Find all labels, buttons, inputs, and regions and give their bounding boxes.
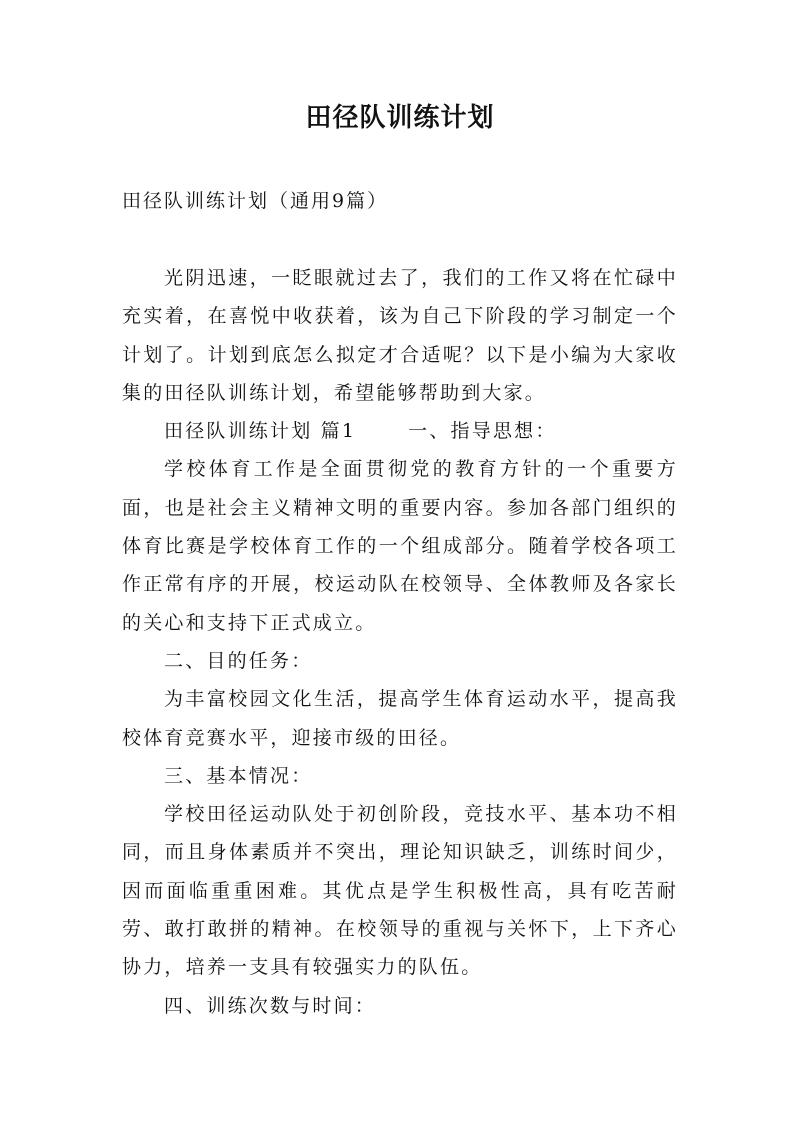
document-subtitle: 田径队训练计划（通用9篇） [122,190,389,212]
section2-heading: 二、目的任务： [164,649,313,672]
intro-paragraph: 光阴迅速，一眨眼就过去了，我们的工作又将在忙碌中充实着，在喜悦中收获着，该为自己下阶段的学习制定一个计划了。计划到底怎么拟定才合适呢？以下是小编为大家收集的田径队训练计划，希望能够帮助到大家。 [122,267,678,404]
document-body [122,259,678,1025]
section1-paragraph: 学校体育工作是全面贯彻党的教育方针的一个重要方面，也是社会主义精神文明的重要内容。参加各部门组织的体育比赛是学校体育工作的一个组成部分。随着学校各项工作正常有序的开展，校运动队在校领导、全体教师及各家长的关心和支持下正式成立。 [122,458,678,634]
document-title: 田径队训练计划 [305,103,495,133]
section1-heading: 一、指导思想： [408,420,557,443]
section4-heading: 四、训练次数与时间： [164,994,377,1017]
section3-paragraph: 学校田径运动队处于初创阶段，竞技水平、基本功不相同，而且身体素质并不突出，理论知识缺乏，训练时间少，因而面临重重困难。其优点是学生积极性高，具有吃苦耐劳、敢打敢拼的精神。在校领导的重视与关怀下，上下齐心协力，培养一支具有较强实力的队伍。 [122,803,678,979]
section3-heading: 三、基本情况： [164,764,313,787]
piece-heading-line [122,412,678,450]
piece-heading: 田径队训练计划 篇1 [164,420,357,443]
section2-paragraph: 为丰富校园文化生活，提高学生体育运动水平，提高我校体育竞赛水平，迎接市级的田径。 [122,688,678,749]
